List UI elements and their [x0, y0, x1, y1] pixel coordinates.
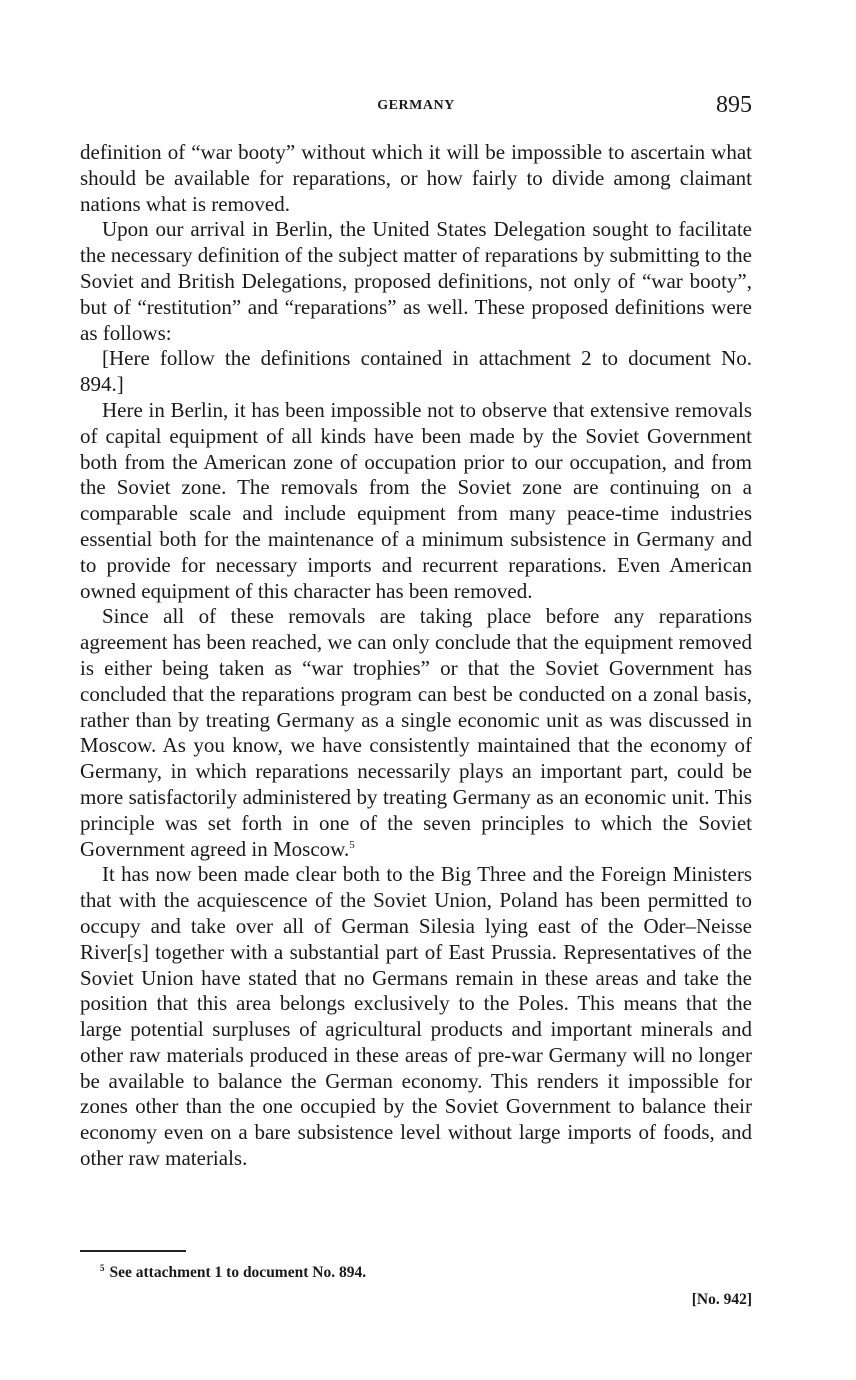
paragraph-reparations-agreement — [80, 604, 752, 862]
footnote — [80, 1264, 366, 1282]
paragraph-silesia-poland: It has now been made clear both to the Big Three and the Foreign Ministers that with the acquiescence of the Soviet Union, Poland has been permitted to occupy and take over all of German Silesia lying east of the Oder–Neisse River[s] together with a substantial part of East Prussia. Representatives of the Soviet Union have stated that no Germans remain in these areas and take the position that this area belongs exclusively to the Poles. This means that the large potential surpluses of agricultural products and important minerals and other raw materials produced in these areas of pre-war Germany will no longer be available to balance the German economy. This renders it impossible for zones other than the one occupied by the Soviet Government to balance their economy even on a bare subsistence level without large imports of foods, and other raw materials. — [80, 862, 752, 1171]
paragraph-continued: definition of “war booty” without which it will be impossible to ascertain what should be available for reparations, or how fairly to divide among claimant nations what is removed. — [80, 140, 752, 216]
running-title: GERMANY — [377, 98, 455, 113]
paragraph-editorial-note: [Here follow the definitions contained in attachment 2 to document No. 894.] — [80, 346, 752, 397]
footnote-text: See attachment 1 to document No. 894. — [109, 1264, 367, 1281]
body-text — [80, 140, 752, 1172]
document-page — [80, 0, 752, 1380]
footnote-reference: 5 — [349, 838, 355, 851]
page-number: 895 — [716, 92, 752, 118]
running-head — [80, 92, 752, 122]
paragraph-delegation-definitions: Upon our arrival in Berlin, the United States Delegation sought to facilitate the necessary definition of the subject matter of reparations by submitting to the Soviet and British Delegations, proposed definitions, not only of “war booty”, but of “restitution” and “reparations” as well. These proposed definitions were as follows: — [80, 217, 752, 345]
footnote-divider — [80, 1250, 186, 1252]
footnote-mark: 5 — [100, 1262, 105, 1273]
paragraph-removals-berlin: Here in Berlin, it has been impossible not to observe that extensive removals of capital equipment of all kinds have been made by the Soviet Government both from the American zone of occupation prior to our occupation, and from the Soviet zone. The removals from the Soviet zone are continuing on a comparable scale and include equipment from many peace-time industries essential both for the maintenance of a minimum subsistence in Germany and to provide for necessary imports and recurrent reparations. Even American owned equipment of this character has been removed. — [80, 397, 752, 603]
document-number: [No. 942] — [691, 1291, 752, 1308]
paragraph-reparations-agreement-text: Since all of these removals are taking place before any reparations agreement has been reached, we can only conclude that the equipment removed is either being taken as “war trophies” or that the Soviet Government has concluded that the reparations program can best be conducted on a zonal basis, rather than by treating Germany as a single economic unit as was discussed in Moscow. As you know, we have consistently maintained that the economy of Germany, in which reparations necessarily plays an important part, could be more satisfactorily administered by treating Germany as an economic unit. This principle was set forth in one of the seven principles to which the Soviet Government agreed in Moscow. — [80, 604, 752, 861]
